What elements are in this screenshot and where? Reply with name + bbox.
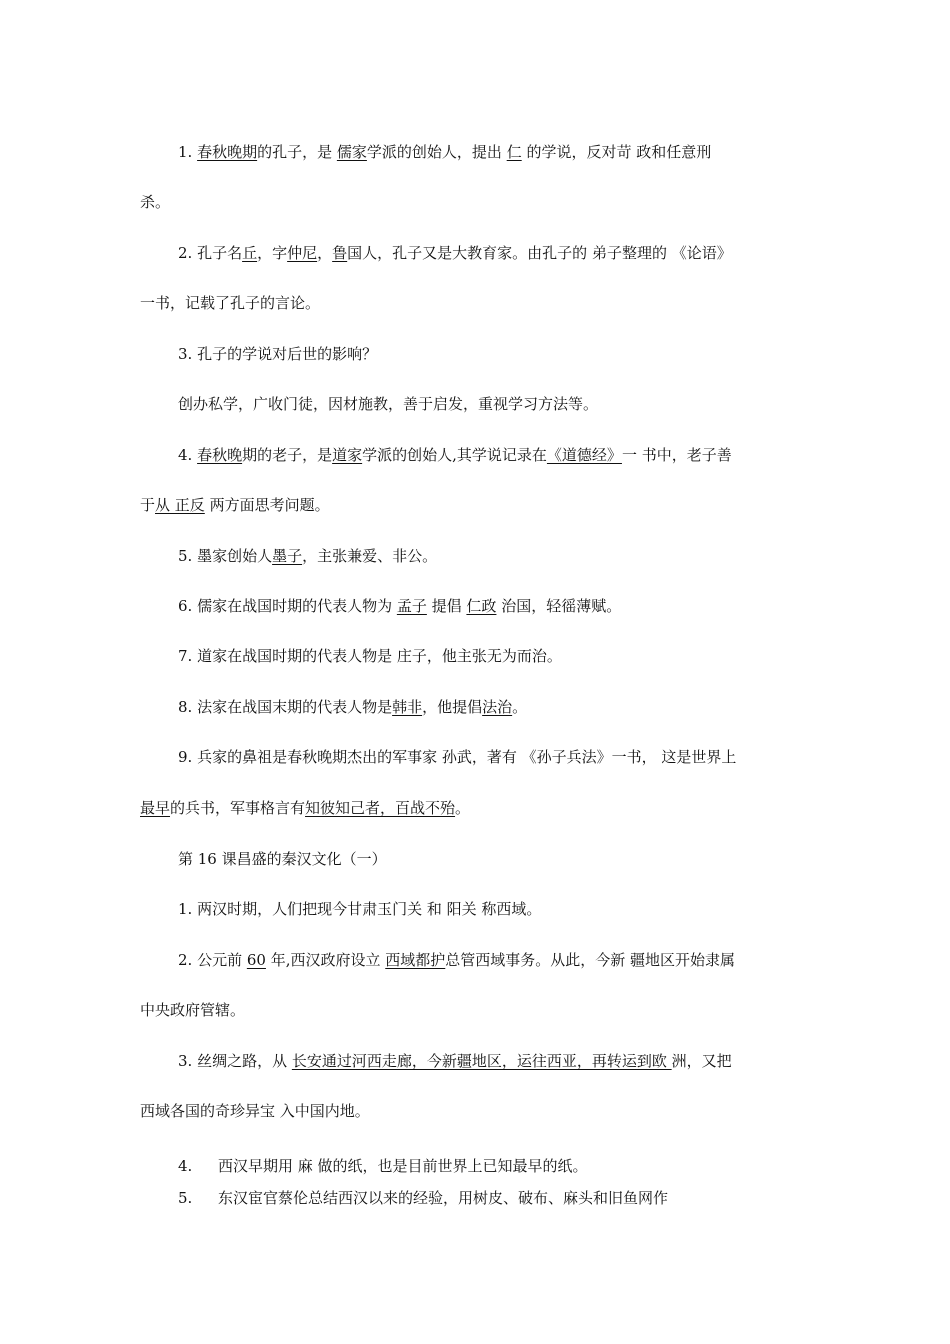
item-2 [178, 243, 732, 263]
text: 第 16 课昌盛的秦汉文化（一） [178, 850, 387, 868]
lesson-item-1 [178, 899, 541, 919]
item-1 [178, 142, 711, 162]
answer-blank: 法治 [482, 698, 513, 716]
answer-blank: 知彼知己者，百战不殆 [305, 799, 456, 817]
answer-blank: 60 [246, 951, 266, 969]
answer-blank: 丘 [242, 244, 258, 262]
item-9 [178, 747, 736, 767]
text: 学派的创始人，提出 [366, 143, 507, 161]
text: 1. [178, 143, 198, 161]
text: 总管西域事务。从此，今新 疆地区开始隶属 [445, 951, 736, 969]
text: 洲，又把 [671, 1052, 732, 1070]
answer-blank: 春秋晚期 [197, 143, 258, 161]
answer-blank: 儒家 [336, 143, 367, 161]
answer-blank: 道家 [332, 446, 363, 464]
lesson-item-5 [178, 1188, 668, 1208]
text: 4. [178, 446, 198, 464]
text: 东汉宦官蔡伦总结西汉以来的经验，用树皮、破布、麻头和旧鱼网作 [218, 1189, 669, 1207]
lesson-item-2-continued [140, 1000, 245, 1020]
text: 创办私学，广收门徒，因材施教，善于启发，重视学习方法等。 [178, 395, 599, 413]
text: 1. 两汉时期，人们把现今甘肃玉门关 和 阳关 称西域。 [178, 900, 542, 918]
text: 。 [455, 799, 471, 817]
text: 的学说，反对苛 政和任意刑 [521, 143, 712, 161]
item-4 [178, 445, 732, 465]
text: ，字 [257, 244, 288, 262]
text: 两方面思考问题。 [204, 496, 330, 514]
answer-blank: 《道德经》 [546, 446, 622, 464]
answer-blank: 鲁 [332, 244, 348, 262]
text: 6. 儒家在战国时期的代表人物为 [178, 597, 397, 615]
lesson-item-3 [178, 1051, 732, 1071]
text: ，他提倡 [422, 698, 483, 716]
lesson-item-3-continued [140, 1101, 370, 1121]
text: 一 书中，老子善 [621, 446, 732, 464]
answer-blank: 西域都护 [385, 951, 446, 969]
item-5 [178, 546, 437, 566]
answer-blank: 墨子 [272, 547, 303, 565]
answer-blank: 最早 [140, 799, 171, 817]
lesson-title [178, 849, 387, 869]
list-number: 5. [178, 1189, 193, 1207]
text: 3. 丝绸之路，从 [178, 1052, 292, 1070]
text: ，主张兼爱、非公。 [302, 547, 438, 565]
text: 西域各国的奇珍异宝 入中国内地。 [140, 1102, 370, 1120]
answer-blank: 从 正反 [155, 496, 205, 514]
text: 杀。 [140, 193, 171, 211]
list-number: 4. [178, 1157, 193, 1175]
item-3-answer [178, 394, 598, 414]
text: 2. 公元前 [178, 951, 247, 969]
text: 7. 道家在战国时期的代表人物是 庄子，他主张无为而治。 [178, 647, 562, 665]
text: 9. 兵家的鼻祖是春秋晚期杰出的军事家 孙武，著有 《孙子兵法》一书， 这是世界上 [178, 748, 737, 766]
answer-blank: 仲尼 [287, 244, 318, 262]
item-2-continued [140, 293, 320, 313]
text: 治国，轻徭薄赋。 [496, 597, 622, 615]
text: 5. 墨家创始人 [178, 547, 273, 565]
text: 3. 孔子的学说对后世的影响？ [178, 345, 378, 363]
text: 于 [140, 496, 156, 514]
text: 期的老子，是 [242, 446, 333, 464]
answer-blank: 仁 [506, 143, 522, 161]
answer-blank: 仁政 [466, 597, 497, 615]
text: 的兵书，军事格言有 [170, 799, 306, 817]
answer-blank: 孟子 [396, 597, 427, 615]
text: 。 [512, 698, 528, 716]
lesson-item-2 [178, 950, 735, 970]
text: 中央政府管辖。 [140, 1001, 246, 1019]
lesson-item-4 [178, 1156, 588, 1176]
text: 一书，记载了孔子的言论。 [140, 294, 321, 312]
text: ， [317, 244, 333, 262]
text: 提倡 [426, 597, 467, 615]
answer-blank: 长安通过河西走廊，今新疆地区，运往西亚，再转运到欧 [291, 1052, 672, 1070]
item-6 [178, 596, 621, 616]
item-8 [178, 697, 527, 717]
item-4-continued [140, 495, 330, 515]
item-7 [178, 646, 562, 666]
text: 西汉早期用 麻 做的纸，也是目前世界上已知最早的纸。 [218, 1157, 588, 1175]
text: 国人，孔子又是大教育家。由孔子的 弟子整理的 《论语》 [347, 244, 732, 262]
text: 的孔子，是 [257, 143, 337, 161]
text: 年,西汉政府设立 [265, 951, 386, 969]
item-1-continued [140, 192, 170, 212]
text: 8. 法家在战国末期的代表人物是 [178, 698, 393, 716]
text: 学派的创始人,其学说记录在 [362, 446, 547, 464]
answer-blank: 韩非 [392, 698, 423, 716]
answer-blank: 春秋晚 [197, 446, 243, 464]
text: 2. 孔子名 [178, 244, 243, 262]
item-9-continued [140, 798, 470, 818]
item-3 [178, 344, 377, 364]
